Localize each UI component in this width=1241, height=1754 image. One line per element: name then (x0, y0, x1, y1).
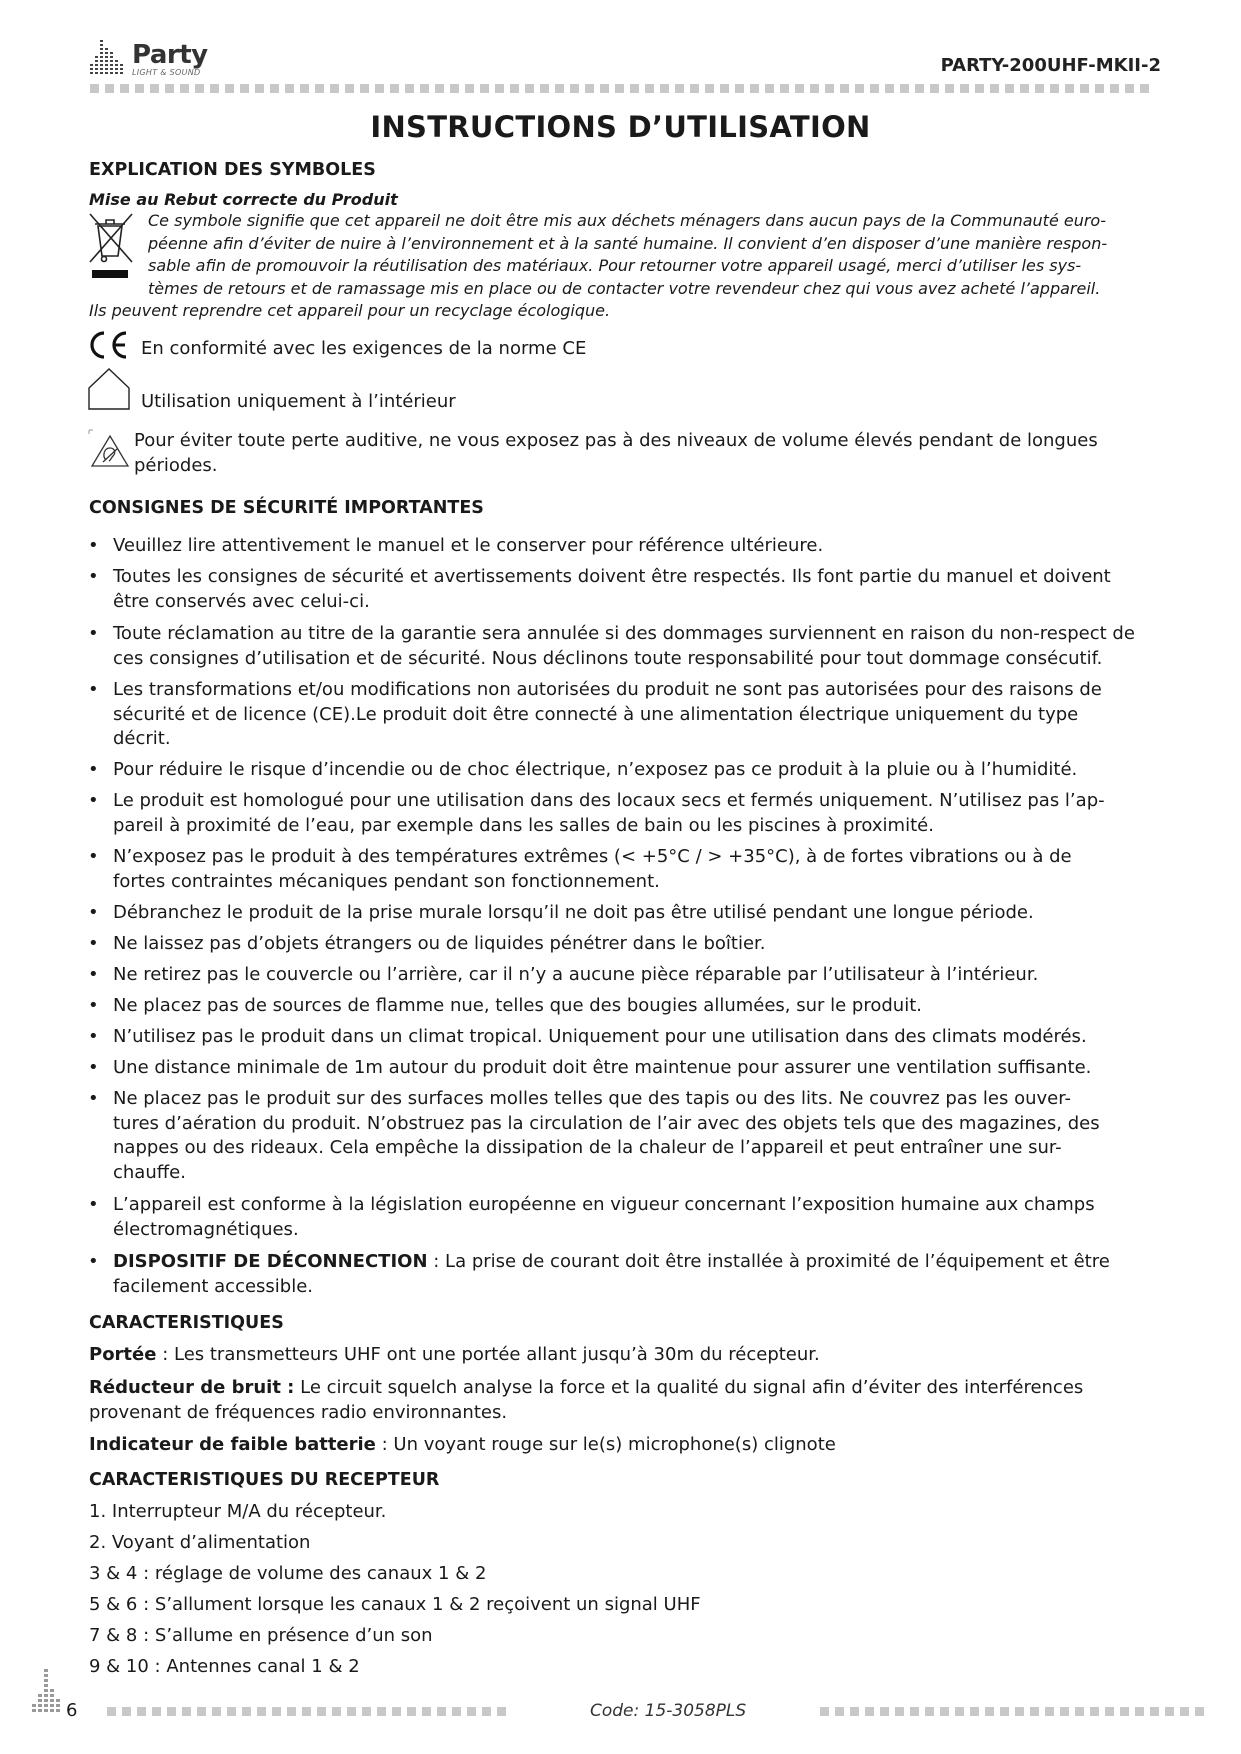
feature-battery (89, 1432, 1169, 1457)
safety-item-line: décrit. (113, 728, 171, 749)
receiver-item: 3 & 4 : réglage de volume des canaux 1 & 2 (89, 1563, 487, 1584)
safety-item-text (113, 1193, 1168, 1242)
header-dash-rule (90, 84, 1160, 93)
bullet-dot: • (88, 933, 99, 954)
dash-square (1015, 1707, 1024, 1716)
safety-item-line: N’utilisez pas le produit dans un climat tropical. Uniquement pour une utilisation dans des climats modérés. (113, 1026, 1087, 1047)
dash-square (1020, 84, 1029, 93)
safety-item-text (113, 963, 1168, 988)
safety-heading: CONSIGNES DE SÉCURITÉ IMPORTANTES (89, 498, 484, 518)
safety-item-text (113, 901, 1168, 926)
dash-square (955, 1707, 964, 1716)
dash-square (675, 84, 684, 93)
dash-square (690, 84, 699, 93)
feature-label: Indicateur de faible batterie (89, 1434, 376, 1455)
dash-square (1005, 84, 1014, 93)
dash-square (302, 1707, 311, 1716)
dash-square (272, 1707, 281, 1716)
safety-item-text (113, 1056, 1168, 1081)
safety-item (88, 901, 1168, 926)
safety-item-text (113, 565, 1168, 614)
safety-item (88, 789, 1168, 838)
safety-item (88, 1056, 1168, 1081)
dash-square (240, 84, 249, 93)
dash-square (435, 84, 444, 93)
dash-square (1140, 84, 1149, 93)
feature-text: provenant de fréquences radio environnantes. (89, 1402, 508, 1423)
dash-square (107, 1707, 116, 1716)
dash-square (90, 84, 99, 93)
dash-square (880, 1707, 889, 1716)
dash-square (195, 84, 204, 93)
safety-item-line: nappes ou des rideaux. Cela empêche la dissipation de la chaleur de l’appareil et peut entraîner une sur- (113, 1137, 1062, 1158)
safety-item-line: Ne laissez pas d’objets étrangers ou de liquides pénétrer dans le boîtier. (113, 933, 766, 954)
model-number: PARTY-200UHF-MKII-2 (940, 55, 1161, 76)
safety-item-line-text: : La prise de courant doit être installée à proximité de l’équipement et être (427, 1251, 1110, 1272)
safety-item (88, 963, 1168, 988)
safety-item (88, 932, 1168, 957)
dash-square (645, 84, 654, 93)
dash-square (1125, 84, 1134, 93)
bullet-dot: • (88, 995, 99, 1016)
safety-item-text (113, 1087, 1168, 1185)
feature-text: : Les transmetteurs UHF ont une portée allant jusqu’à 30m du récepteur. (156, 1344, 820, 1365)
dash-square (450, 84, 459, 93)
safety-item-line: Ne placez pas de sources de flamme nue, telles que des bougies allumées, sur le produit. (113, 995, 922, 1016)
safety-item (88, 758, 1168, 783)
dash-square (615, 84, 624, 93)
disposal-title: Mise au Rebut correcte du Produit (89, 190, 398, 209)
safety-item (88, 1193, 1168, 1242)
dash-square (820, 1707, 829, 1716)
symbols-heading: EXPLICATION DES SYMBOLES (89, 160, 376, 180)
safety-item-line: Toutes les consignes de sécurité et avertissements doivent être respectés. Ils font partie du manuel et doivent (113, 566, 1111, 587)
hearing-line: périodes. (134, 455, 218, 476)
dash-square (1135, 1707, 1144, 1716)
dash-square (180, 84, 189, 93)
safety-item-text (113, 932, 1168, 957)
dash-square (855, 84, 864, 93)
dash-square (585, 84, 594, 93)
safety-item-text (113, 678, 1168, 752)
indoor-text: Utilisation uniquement à l’intérieur (141, 391, 456, 412)
dash-square (930, 84, 939, 93)
feature-range (89, 1342, 1169, 1367)
safety-item (88, 565, 1168, 614)
dash-square (197, 1707, 206, 1716)
safety-item-line: Les transformations et/ou modifications non autorisées du produit ne sont pas autorisées pour des raisons de (113, 679, 1102, 700)
dash-square (405, 84, 414, 93)
safety-item-line: facilement accessible. (113, 1275, 314, 1297)
dash-square (945, 84, 954, 93)
dash-square (467, 1707, 476, 1716)
disposal-line: péenne afin d’éviter de nuire à l’environnement et à la santé humaine. Il convient d’en disposer d’une manière respon- (148, 233, 1108, 253)
safety-item-line: électromagnétiques. (113, 1218, 299, 1240)
dash-square (900, 84, 909, 93)
safety-item-line (113, 1250, 1168, 1275)
bullet-dot: • (88, 1057, 99, 1078)
safety-item-line: sécurité et de licence (CE).Le produit doit être connecté à une alimentation électrique uniquement du type (113, 703, 1079, 725)
disposal-text (148, 210, 1163, 300)
dash-square (1180, 1707, 1189, 1716)
safety-item-line: Une distance minimale de 1m autour du produit doit être maintenue pour assurer une ventilation suffisante. (113, 1057, 1092, 1078)
dash-square (1000, 1707, 1009, 1716)
feature-noise (89, 1375, 1169, 1425)
dash-square (1035, 84, 1044, 93)
dash-square (835, 1707, 844, 1716)
ce-mark-icon (88, 330, 132, 360)
dash-square (870, 84, 879, 93)
bullet-dot: • (88, 1251, 99, 1272)
dash-square (150, 84, 159, 93)
indoor-house-icon (86, 366, 132, 412)
feature-label: Réducteur de bruit : (89, 1377, 295, 1398)
safety-item-text (113, 994, 1168, 1019)
bullet-dot: • (88, 535, 99, 556)
dash-square (1030, 1707, 1039, 1716)
dash-square (840, 84, 849, 93)
safety-item (88, 1025, 1168, 1050)
dash-square (392, 1707, 401, 1716)
dash-square (317, 1707, 326, 1716)
dash-square (1060, 1707, 1069, 1716)
receiver-item: 7 & 8 : S’allume en présence d’un son (89, 1625, 433, 1646)
dash-square (332, 1707, 341, 1716)
hearing-warning-icon (88, 428, 132, 472)
dash-square (990, 84, 999, 93)
brand-name: Party (132, 40, 208, 70)
dash-square (765, 84, 774, 93)
dash-square (105, 84, 114, 93)
dash-square (135, 84, 144, 93)
receiver-item: 9 & 10 : Antennes canal 1 & 2 (89, 1656, 360, 1677)
dash-square (1075, 1707, 1084, 1716)
feature-text: Le circuit squelch analyse la force et la qualité du signal afin d’éviter des interférences (294, 1377, 1084, 1398)
dash-square (497, 1707, 506, 1716)
bullet-dot: • (88, 790, 99, 811)
safety-item-text (113, 1025, 1168, 1050)
hearing-text (134, 428, 1174, 478)
hearing-line: Pour éviter toute perte auditive, ne vous exposez pas à des niveaux de volume élevés pendant de longues (134, 430, 1098, 451)
safety-item-line: chauffe. (113, 1161, 186, 1183)
dash-square (1045, 1707, 1054, 1716)
dash-square (377, 1707, 386, 1716)
dash-square (915, 84, 924, 93)
dash-square (182, 1707, 191, 1716)
safety-item-text (113, 534, 1168, 559)
dash-square (347, 1707, 356, 1716)
dash-square (910, 1707, 919, 1716)
safety-item (88, 994, 1168, 1019)
dash-square (970, 1707, 979, 1716)
disposal-line: tèmes de retours et de ramassage mis en place ou de contacter votre revendeur chez qui vous avez acheté l’appareil. (148, 278, 1101, 298)
safety-item-line: L’appareil est conforme à la législation européenne en vigueur concernant l’exposition humaine aux champs (113, 1194, 1095, 1215)
disposal-line: Ils peuvent reprendre cet appareil pour un recyclage écologique. (89, 301, 611, 320)
dash-square (242, 1707, 251, 1716)
dash-square (960, 84, 969, 93)
disposal-line: Ce symbole signifie que cet appareil ne doit être mis aux déchets ménagers dans aucun pays de la Communauté euro- (148, 211, 1106, 230)
safety-item-text (113, 845, 1168, 894)
safety-item-line: pareil à proximité de l’eau, par exemple dans les salles de bain ou les piscines à proximité. (113, 814, 934, 836)
safety-item-line: N’exposez pas le produit à des températures extrêmes (< +5°C / > +35°C), à de fortes vibrations ou à de (113, 846, 1072, 867)
feature-label: Portée (89, 1344, 157, 1365)
footer-equalizer-icon (30, 1666, 66, 1716)
dash-square (600, 84, 609, 93)
receiver-heading: CARACTERISTIQUES DU RECEPTEUR (89, 1470, 440, 1490)
safety-item-line: fortes contraintes mécaniques pendant son fonctionnement. (113, 870, 660, 892)
dash-square (495, 84, 504, 93)
safety-item-line: Le produit est homologué pour une utilisation dans des locaux secs et fermés uniquement. N’utilisez pas l’ap- (113, 790, 1105, 811)
dash-square (452, 1707, 461, 1716)
dash-square (287, 1707, 296, 1716)
dash-square (165, 84, 174, 93)
dash-square (850, 1707, 859, 1716)
dash-square (1120, 1707, 1129, 1716)
safety-item (88, 678, 1168, 752)
dash-square (1150, 1707, 1159, 1716)
safety-item-text (113, 789, 1168, 838)
dash-square (750, 84, 759, 93)
dash-square (390, 84, 399, 93)
dash-square (422, 1707, 431, 1716)
dash-square (1110, 84, 1119, 93)
brand-logo (88, 34, 228, 82)
safety-item-line: Ne retirez pas le couvercle ou l’arrière, car il n’y a aucune pièce réparable par l’utilisateur à l’intérieur. (113, 964, 1039, 985)
dash-square (330, 84, 339, 93)
dash-square (925, 1707, 934, 1716)
safety-item (88, 1250, 1168, 1299)
dash-square (137, 1707, 146, 1716)
dash-square (630, 84, 639, 93)
dash-square (1080, 84, 1089, 93)
dash-square (257, 1707, 266, 1716)
safety-item-line: Veuillez lire attentivement le manuel et le conserver pour référence ultérieure. (113, 535, 824, 556)
dash-square (120, 84, 129, 93)
safety-item-text (113, 758, 1168, 783)
dash-square (300, 84, 309, 93)
dash-square (255, 84, 264, 93)
dash-square (227, 1707, 236, 1716)
dash-square (167, 1707, 176, 1716)
safety-item (88, 1087, 1168, 1185)
page-title: INSTRUCTIONS D’UTILISATION (370, 110, 871, 144)
receiver-item: 2. Voyant d’alimentation (89, 1532, 311, 1553)
bullet-dot: • (88, 902, 99, 923)
dash-square (825, 84, 834, 93)
page-number: 6 (66, 1700, 78, 1721)
dash-square (210, 84, 219, 93)
dash-square (375, 84, 384, 93)
dash-square (1095, 84, 1104, 93)
dash-square (780, 84, 789, 93)
dash-square (895, 1707, 904, 1716)
safety-item (88, 845, 1168, 894)
safety-item-lead: DISPOSITIF DE DÉCONNECTION (113, 1251, 428, 1272)
dash-square (1090, 1707, 1099, 1716)
dash-square (345, 84, 354, 93)
dash-square (1065, 84, 1074, 93)
dash-square (407, 1707, 416, 1716)
safety-item-line: Débranchez le produit de la prise murale lorsqu’il ne doit pas être utilisé pendant une longue période. (113, 902, 1034, 923)
safety-item-line: Ne placez pas le produit sur des surfaces molles telles que des tapis ou des lits. Ne couvrez pas les ouver- (113, 1088, 1071, 1109)
dash-square (865, 1707, 874, 1716)
bullet-dot: • (88, 1088, 99, 1109)
dash-square (152, 1707, 161, 1716)
dash-square (525, 84, 534, 93)
bullet-dot: • (88, 1194, 99, 1215)
feature-text: : Un voyant rouge sur le(s) microphone(s) clignote (375, 1434, 836, 1455)
bullet-dot: • (88, 964, 99, 985)
ce-text: En conformité avec les exigences de la norme CE (141, 338, 587, 359)
dash-square (885, 84, 894, 93)
bullet-dot: • (88, 566, 99, 587)
dash-square (570, 84, 579, 93)
dash-square (1105, 1707, 1114, 1716)
dash-square (122, 1707, 131, 1716)
dash-square (555, 84, 564, 93)
dash-square (437, 1707, 446, 1716)
safety-item-line: Toute réclamation au titre de la garantie sera annulée si des dommages surviennent en raison du non-respect de (113, 623, 1135, 644)
bullet-dot: • (88, 679, 99, 700)
dash-square (1165, 1707, 1174, 1716)
dash-square (480, 84, 489, 93)
features-heading: CARACTERISTIQUES (89, 1313, 284, 1333)
dash-square (540, 84, 549, 93)
safety-item-text (113, 1250, 1168, 1299)
dash-square (985, 1707, 994, 1716)
dash-square (735, 84, 744, 93)
safety-item-line: ces consignes d’utilisation et de sécurité. Nous déclinons toute responsabilité pour tout dommage consécutif. (113, 647, 1103, 669)
bullet-dot: • (88, 1026, 99, 1047)
receiver-item: 5 & 6 : S’allument lorsque les canaux 1 & 2 reçoivent un signal UHF (89, 1594, 701, 1615)
footer-dash-rule-left (107, 1707, 519, 1716)
dash-square (285, 84, 294, 93)
dash-square (360, 84, 369, 93)
dash-square (1195, 1707, 1204, 1716)
footer-dash-rule-right (820, 1707, 1210, 1716)
safety-item-text (113, 622, 1168, 671)
dash-square (720, 84, 729, 93)
safety-item-line: tures d’aération du produit. N’obstruez pas la circulation de l’air avec des objets tels que des magazines, des (113, 1112, 1100, 1134)
dash-square (795, 84, 804, 93)
dash-square (1050, 84, 1059, 93)
dash-square (225, 84, 234, 93)
dash-square (315, 84, 324, 93)
dash-square (660, 84, 669, 93)
dash-square (465, 84, 474, 93)
bullet-dot: • (88, 846, 99, 867)
brand-tagline: LIGHT & SOUND (132, 68, 201, 77)
dash-square (212, 1707, 221, 1716)
disposal-line: sable afin de promouvoir la réutilisation des matériaux. Pour retourner votre appareil usagé, merci d’utiliser les sys- (148, 256, 1082, 275)
dash-square (810, 84, 819, 93)
safety-item (88, 534, 1168, 559)
dash-square (420, 84, 429, 93)
weee-bin-icon (88, 212, 138, 284)
dash-square (362, 1707, 371, 1716)
safety-item (88, 622, 1168, 671)
bullet-dot: • (88, 759, 99, 780)
safety-item-line: être conservés avec celui-ci. (113, 590, 370, 612)
dash-square (510, 84, 519, 93)
equalizer-logo-icon (88, 34, 130, 78)
document-code: Code: 15-3058PLS (590, 1701, 747, 1721)
dash-square (270, 84, 279, 93)
safety-item-line: Pour réduire le risque d’incendie ou de choc électrique, n’exposez pas ce produit à la pluie ou à l’humidité. (113, 759, 1078, 780)
dash-square (482, 1707, 491, 1716)
dash-square (940, 1707, 949, 1716)
receiver-item: 1. Interrupteur M/A du récepteur. (89, 1501, 387, 1522)
dash-square (975, 84, 984, 93)
dash-square (705, 84, 714, 93)
bullet-dot: • (88, 623, 99, 644)
